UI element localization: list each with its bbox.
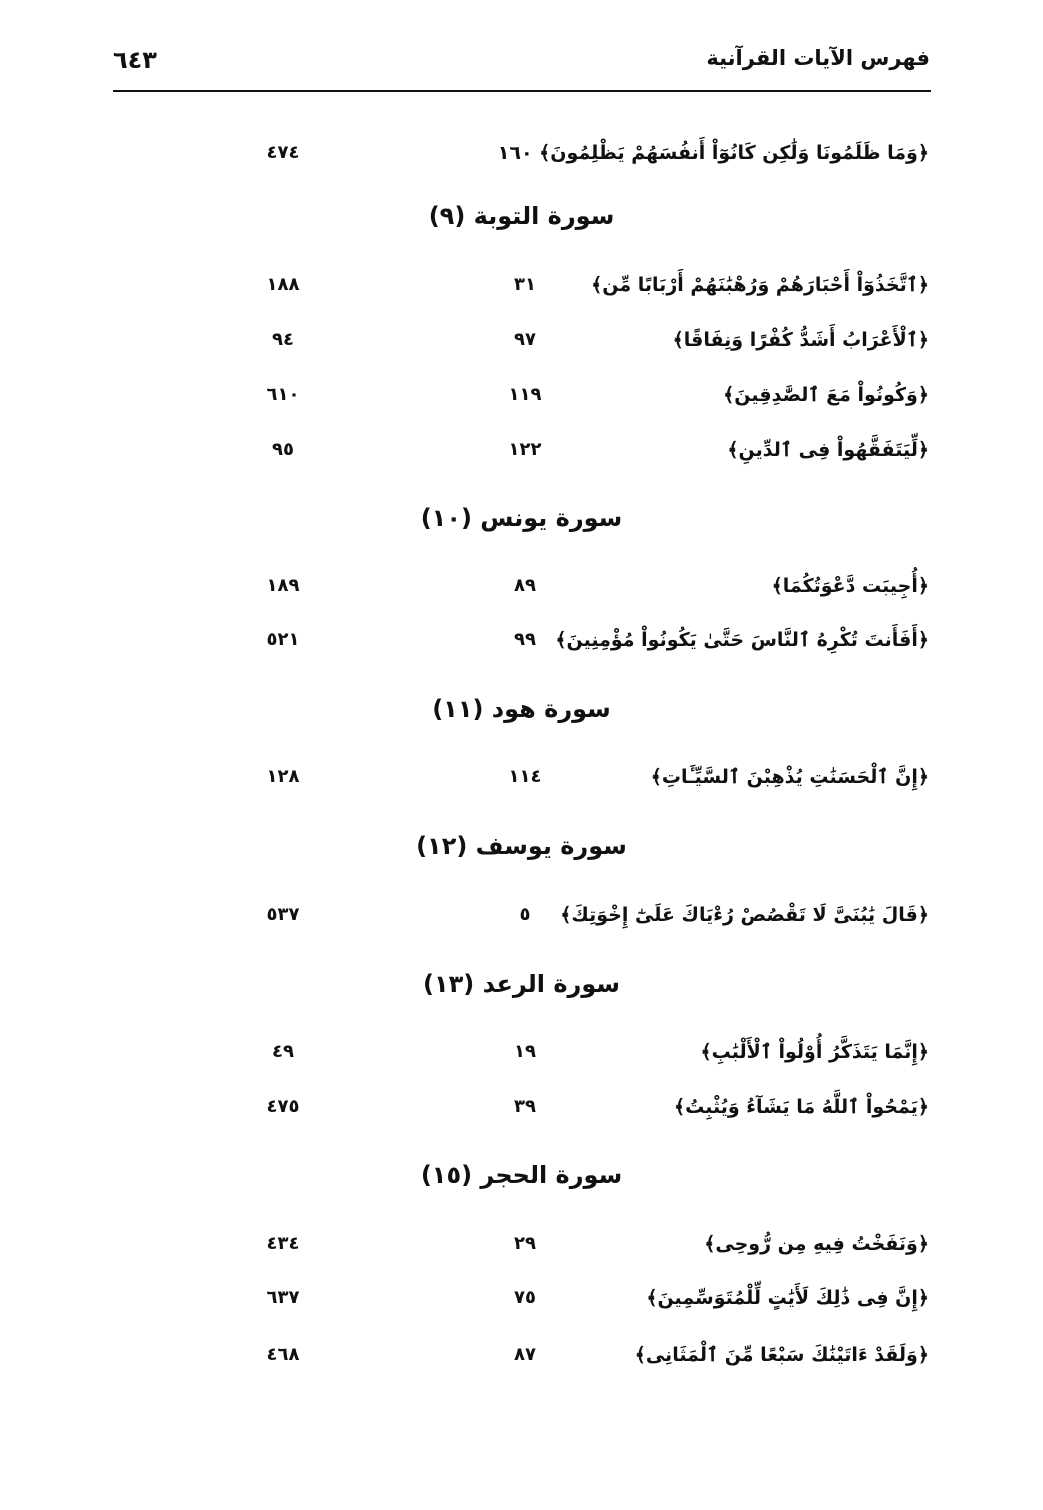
index-entry xyxy=(0,133,1043,173)
ayah-number: ٨٧ xyxy=(514,1344,536,1365)
ayah-number: ١١٤ xyxy=(508,766,542,787)
page-reference: ٤٧٤ xyxy=(266,142,300,163)
page-reference: ٦١٠ xyxy=(266,384,300,405)
page-reference: ٤٩ xyxy=(272,1041,294,1062)
ayah-number: ٣٩ xyxy=(514,1096,536,1117)
page-reference: ١٢٨ xyxy=(266,766,300,787)
surah-heading: سورة الحجر (١٥) xyxy=(420,1161,623,1189)
verse-text: ﴿قَالَ يَٰبُنَىَّ لَا تَقْصُصْ رُءْيَاكَ عَلَىٰٓ إِخْوَتِكَ﴾ xyxy=(560,904,929,926)
verse-text: ﴿ٱتَّخَذُوٓاْ أَحْبَارَهُمْ وَرُهْبَٰنَهُمْ أَرْبَابًا مِّن﴾ xyxy=(591,274,929,296)
ayah-number: ١٢٢ xyxy=(508,439,542,460)
page-reference: ٤٦٨ xyxy=(266,1344,300,1365)
surah-heading: سورة التوبة (٩) xyxy=(428,202,615,230)
ayah-number: ٧٥ xyxy=(514,1287,536,1308)
verse-text: ﴿ٱلْأَعْرَابُ أَشَدُّ كُفْرًا وَنِفَاقًا﴾ xyxy=(672,329,929,351)
ayah-number: ٣١ xyxy=(514,274,536,295)
ayah-number: ١١٩ xyxy=(508,384,542,405)
index-entry xyxy=(0,265,1043,305)
surah-heading: سورة الرعد (١٣) xyxy=(422,970,620,998)
page-reference: ٩٥ xyxy=(272,439,294,460)
verse-text: ﴿وَكُونُواْ مَعَ ٱلصَّٰدِقِينَ﴾ xyxy=(723,384,929,406)
verse-text: ﴿أُجِيبَت دَّعْوَتُكُمَا﴾ xyxy=(771,575,929,597)
verse-text: ﴿لِّيَتَفَقَّهُواْ فِى ٱلدِّينِ﴾ xyxy=(727,439,929,461)
page-reference: ١٨٨ xyxy=(266,274,300,295)
header-divider xyxy=(113,90,931,92)
page-reference: ٥٣٧ xyxy=(266,904,300,925)
verse-text: ﴿وَنَفَخْتُ فِيهِ مِن رُّوحِى﴾ xyxy=(704,1233,929,1255)
index-entry xyxy=(0,375,1043,415)
verse-text: ﴿إِنَّمَا يَتَذَكَّرُ أُوْلُواْ ٱلْأَلْبَٰبِ﴾ xyxy=(700,1041,929,1063)
page-number: ٦٤٣ xyxy=(113,46,157,74)
index-entry xyxy=(0,1224,1043,1264)
verse-text: ﴿وَمَا ظَلَمُونَا وَلَٰكِن كَانُوٓاْ أَنفُسَهُمْ يَظْلِمُونَ﴾ ١٦٠ xyxy=(497,142,929,164)
ayah-number: ٨٩ xyxy=(514,575,536,596)
index-entry xyxy=(0,620,1043,660)
index-entry xyxy=(0,566,1043,606)
page-reference: ٥٢١ xyxy=(266,629,300,650)
page-reference: ٩٤ xyxy=(272,329,294,350)
index-entry xyxy=(0,320,1043,360)
ayah-number: ٩٧ xyxy=(514,329,536,350)
ayah-number: ١٩ xyxy=(514,1041,536,1062)
index-entry xyxy=(0,1032,1043,1072)
index-entry xyxy=(0,895,1043,935)
verse-text: ﴿يَمْحُواْ ٱللَّهُ مَا يَشَآءُ وَيُثْبِتُ﴾ xyxy=(673,1096,929,1118)
index-entry xyxy=(0,1278,1043,1318)
ayah-number: ٩٩ xyxy=(514,629,536,650)
index-entry xyxy=(0,1335,1043,1375)
page-reference: ٤٣٤ xyxy=(266,1233,300,1254)
ayah-number: ٥ xyxy=(519,904,531,925)
surah-heading: سورة يونس (١٠) xyxy=(420,504,623,532)
page-reference: ٦٣٧ xyxy=(266,1287,300,1308)
page-reference: ٤٧٥ xyxy=(266,1096,300,1117)
page-reference: ١٨٩ xyxy=(266,575,300,596)
index-entry xyxy=(0,1087,1043,1127)
surah-heading: سورة هود (١١) xyxy=(432,695,611,723)
verse-text: ﴿إِنَّ ٱلْحَسَنَٰتِ يُذْهِبْنَ ٱلسَّيِّـَٔاتِ﴾ xyxy=(650,766,929,788)
verse-text: ﴿أَفَأَنتَ تُكْرِهُ ٱلنَّاسَ حَتَّىٰ يَكُونُواْ مُؤْمِنِينَ﴾ xyxy=(555,629,929,651)
index-entry xyxy=(0,430,1043,470)
page-header-title: فهرس الآيات القرآنية xyxy=(706,46,930,70)
ayah-number: ٢٩ xyxy=(514,1233,536,1254)
index-entry xyxy=(0,757,1043,797)
verse-text: ﴿إِنَّ فِى ذَٰلِكَ لَأَيَٰتٍ لِّلْمُتَوَسِّمِينَ﴾ xyxy=(646,1287,929,1309)
verse-text: ﴿وَلَقَدْ ءَاتَيْنَٰكَ سَبْعًا مِّنَ ٱلْمَثَانِى﴾ xyxy=(634,1344,929,1366)
surah-heading: سورة يوسف (١٢) xyxy=(416,832,627,860)
